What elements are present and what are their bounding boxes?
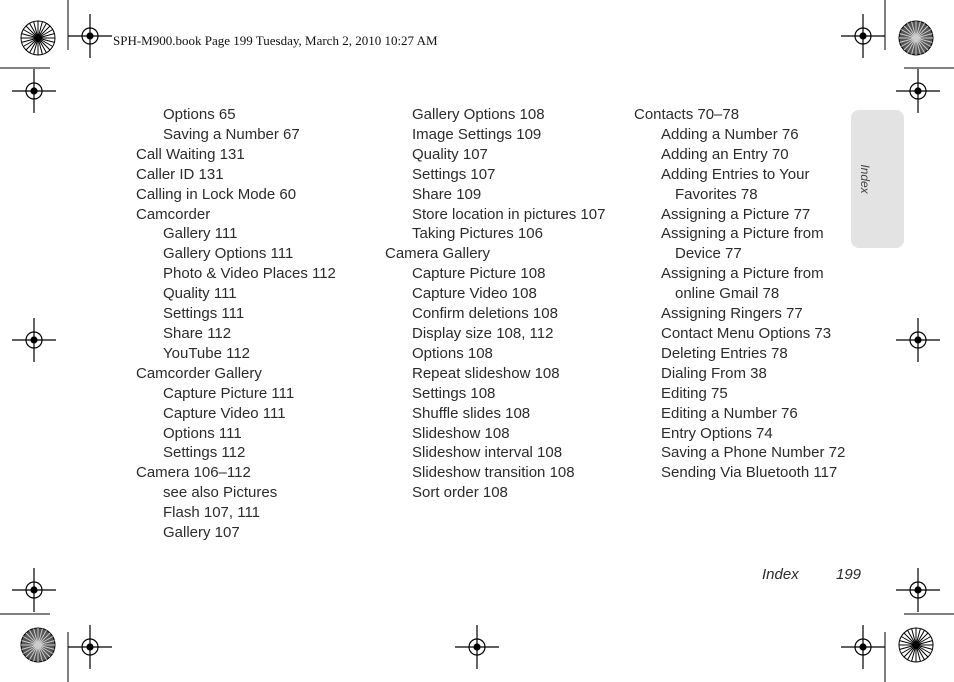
index-entry: Settings 108 [412, 384, 496, 402]
index-entry: Share 109 [412, 185, 482, 203]
index-entry: Photo & Video Places 112 [163, 265, 336, 283]
index-entry: Calling in Lock Mode 60 [136, 185, 297, 203]
index-entry: Settings 112 [163, 444, 246, 462]
index-entry: Saving a Phone Number 72 [661, 444, 846, 462]
registration-mark-icon [12, 69, 56, 113]
registration-mark-icon [841, 625, 885, 669]
index-entry: Device 77 [675, 245, 742, 263]
page-slug: SPH-M900.book Page 199 Tuesday, March 2, 2010 10:27 AM [113, 33, 438, 48]
index-entry: Capture Picture 108 [412, 265, 546, 283]
index-entry: Contacts 70–78 [634, 106, 740, 123]
index-entry: Flash 107, 111 [163, 504, 261, 522]
index-entry: Sort order 108 [412, 484, 508, 502]
index-entry: Camera Gallery [385, 245, 491, 263]
index-entry: Gallery 111 [163, 225, 238, 243]
index-entry: Settings 107 [412, 165, 496, 183]
index-entry: Deleting Entries 78 [661, 344, 788, 362]
registration-mark-icon [896, 318, 940, 362]
index-entry: Assigning a Picture from [661, 225, 824, 243]
index-entry: Settings 111 [163, 305, 245, 323]
index-entry: Editing 75 [661, 384, 728, 402]
section-tab-label: Index [858, 164, 872, 194]
index-entry: Adding a Number 76 [661, 125, 799, 143]
registration-mark-icon [12, 318, 56, 362]
index-entry: Slideshow transition 108 [412, 464, 575, 482]
index-entry: Shuffle slides 108 [412, 404, 531, 422]
index-entry: Gallery Options 108 [412, 106, 545, 123]
index-entry: Camera 106–112 [136, 464, 251, 482]
index-entry: Camcorder [136, 205, 211, 223]
index-column-1 [136, 105, 386, 543]
registration-mark-icon [896, 568, 940, 612]
registration-mark-icon [455, 625, 499, 669]
index-entry: Adding Entries to Your [661, 165, 810, 183]
index-entry: YouTube 112 [163, 344, 251, 362]
registration-mark-icon [896, 69, 940, 113]
index-entry: Assigning Ringers 77 [661, 305, 803, 323]
starburst-mark-icon [21, 628, 55, 662]
index-entry: Editing a Number 76 [661, 404, 798, 422]
registration-mark-icon [12, 568, 56, 612]
starburst-mark-icon [899, 628, 933, 662]
index-entry: Confirm deletions 108 [412, 305, 558, 323]
index-entry: Image Settings 109 [412, 125, 542, 143]
index-entry: Capture Video 108 [412, 285, 537, 303]
index-entry: Quality 111 [163, 285, 237, 303]
index-column-3 [634, 105, 864, 483]
index-entry: Assigning a Picture from [661, 265, 824, 283]
index-entry: Display size 108, 112 [412, 324, 554, 342]
index-entry: Taking Pictures 106 [412, 225, 543, 243]
index-entry: Favorites 78 [675, 185, 758, 203]
index-entry: Repeat slideshow 108 [412, 364, 560, 382]
page-number: 199 [836, 566, 862, 583]
registration-mark-icon [68, 625, 112, 669]
index-entry: Adding an Entry 70 [661, 145, 789, 163]
index-entry: Camcorder Gallery [136, 364, 262, 382]
index-entry: Assigning a Picture 77 [661, 205, 811, 223]
index-entry: Options 111 [163, 424, 242, 442]
index-entry: online Gmail 78 [675, 285, 780, 303]
index-entry: see also Pictures [163, 484, 278, 502]
index-entry: Call Waiting 131 [136, 145, 245, 163]
index-entry: Options 108 [412, 344, 493, 362]
index-entry: Sending Via Bluetooth 117 [661, 464, 838, 482]
index-entry: Gallery 107 [163, 524, 240, 542]
footer-section-title: Index [762, 566, 799, 583]
starburst-mark-icon [899, 21, 933, 55]
index-entry: Contact Menu Options 73 [661, 324, 832, 342]
index-entry: Dialing From 38 [661, 364, 767, 382]
index-entry: Capture Video 111 [163, 404, 286, 422]
index-entry: Slideshow 108 [412, 424, 510, 442]
index-entry: Options 65 [163, 106, 236, 123]
index-entry: Entry Options 74 [661, 424, 773, 442]
index-entry: Store location in pictures 107 [412, 205, 606, 223]
registration-mark-icon [68, 14, 112, 58]
index-entry: Quality 107 [412, 145, 488, 163]
index-entry: Gallery Options 111 [163, 245, 294, 263]
registration-mark-icon [841, 14, 885, 58]
index-entry: Slideshow interval 108 [412, 444, 563, 462]
index-column-2 [385, 105, 635, 503]
index-entry: Share 112 [163, 324, 232, 342]
starburst-mark-icon [21, 21, 55, 55]
index-entry: Caller ID 131 [136, 165, 224, 183]
index-entry: Saving a Number 67 [163, 125, 300, 143]
index-entry: Capture Picture 111 [163, 384, 295, 402]
